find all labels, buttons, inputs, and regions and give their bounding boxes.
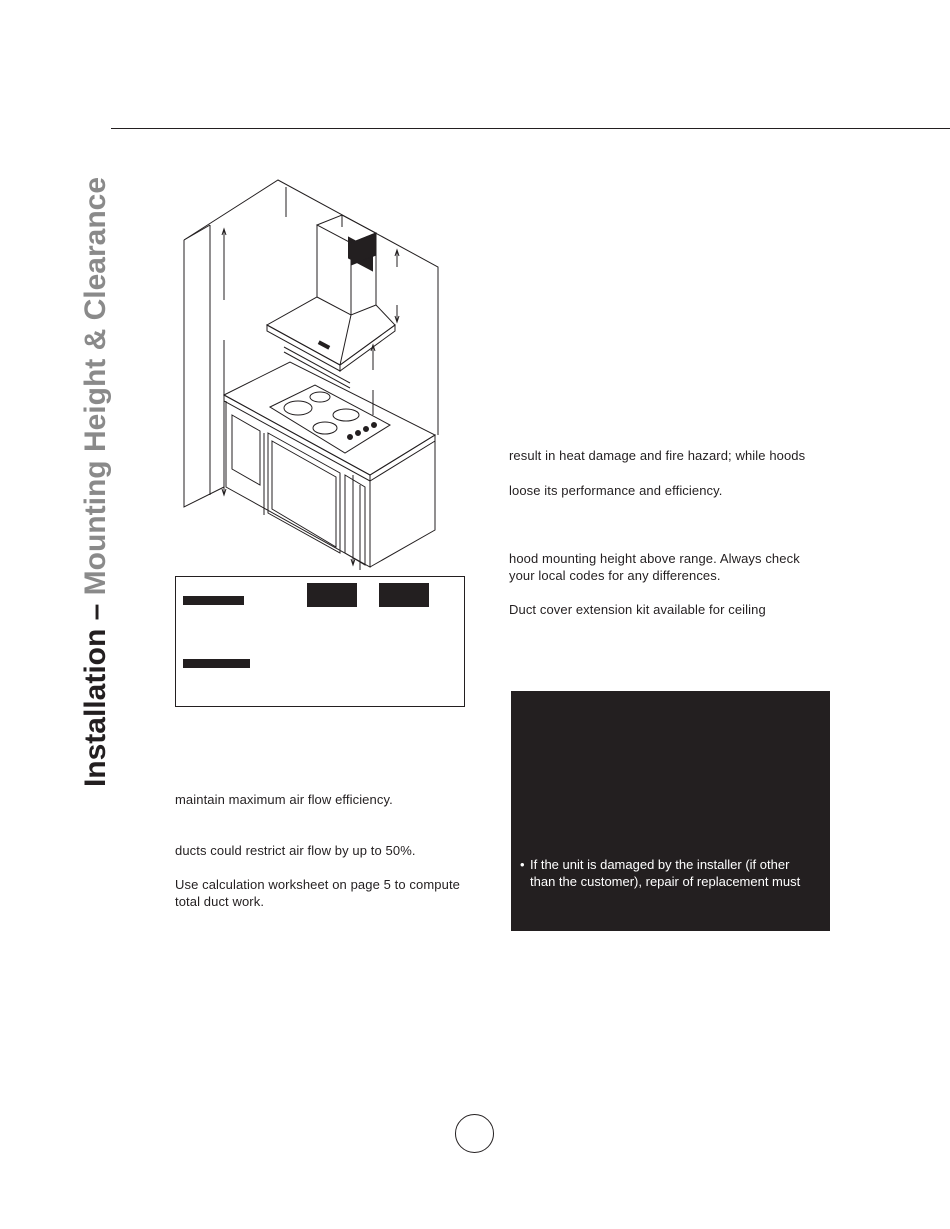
right-text-line-4: your local codes for any differences. xyxy=(509,568,721,583)
left-text-line-3: Use calculation worksheet on page 5 to compute xyxy=(175,877,460,892)
right-text-line-2: loose its performance and efficiency. xyxy=(509,483,723,498)
hood-canopy xyxy=(267,297,395,388)
wall-outline xyxy=(184,180,438,507)
warning-bullet: • xyxy=(520,857,525,872)
range-hood-installation-diagram xyxy=(180,175,445,575)
right-text-line-1: result in heat damage and fire hazard; while hoods xyxy=(509,448,806,463)
right-text-line-3: hood mounting height above range. Always check xyxy=(509,551,800,566)
base-cabinet xyxy=(226,401,435,567)
warning-line-2: than the customer), repair of replacement must xyxy=(530,874,801,889)
mounting-height-arrows xyxy=(222,229,399,570)
table-header-bar xyxy=(183,596,244,605)
section-title xyxy=(76,162,116,802)
warning-line-1: If the unit is damaged by the installer (if other xyxy=(530,857,790,872)
table-column-header-1 xyxy=(307,583,357,607)
table-row-label-bar xyxy=(183,659,250,668)
left-text-line-1: maintain maximum air flow efficiency. xyxy=(175,792,393,807)
left-text-line-4: total duct work. xyxy=(175,894,265,909)
page-number-circle xyxy=(455,1114,494,1153)
range-cooktop xyxy=(224,362,435,481)
left-text-line-2: ducts could restrict air flow by up to 50%. xyxy=(175,843,416,858)
warning-list-item xyxy=(520,856,800,890)
right-text-line-5: Duct cover extension kit available for ceiling xyxy=(509,602,766,617)
section-title-part2: Mounting Height & Clearance xyxy=(79,176,112,596)
warning-box xyxy=(511,691,830,931)
header-rule xyxy=(111,128,950,129)
table-column-header-2 xyxy=(379,583,429,607)
section-title-part1: Installation – xyxy=(79,595,112,788)
hood-chimney xyxy=(317,215,376,315)
clearance-table xyxy=(175,576,465,707)
